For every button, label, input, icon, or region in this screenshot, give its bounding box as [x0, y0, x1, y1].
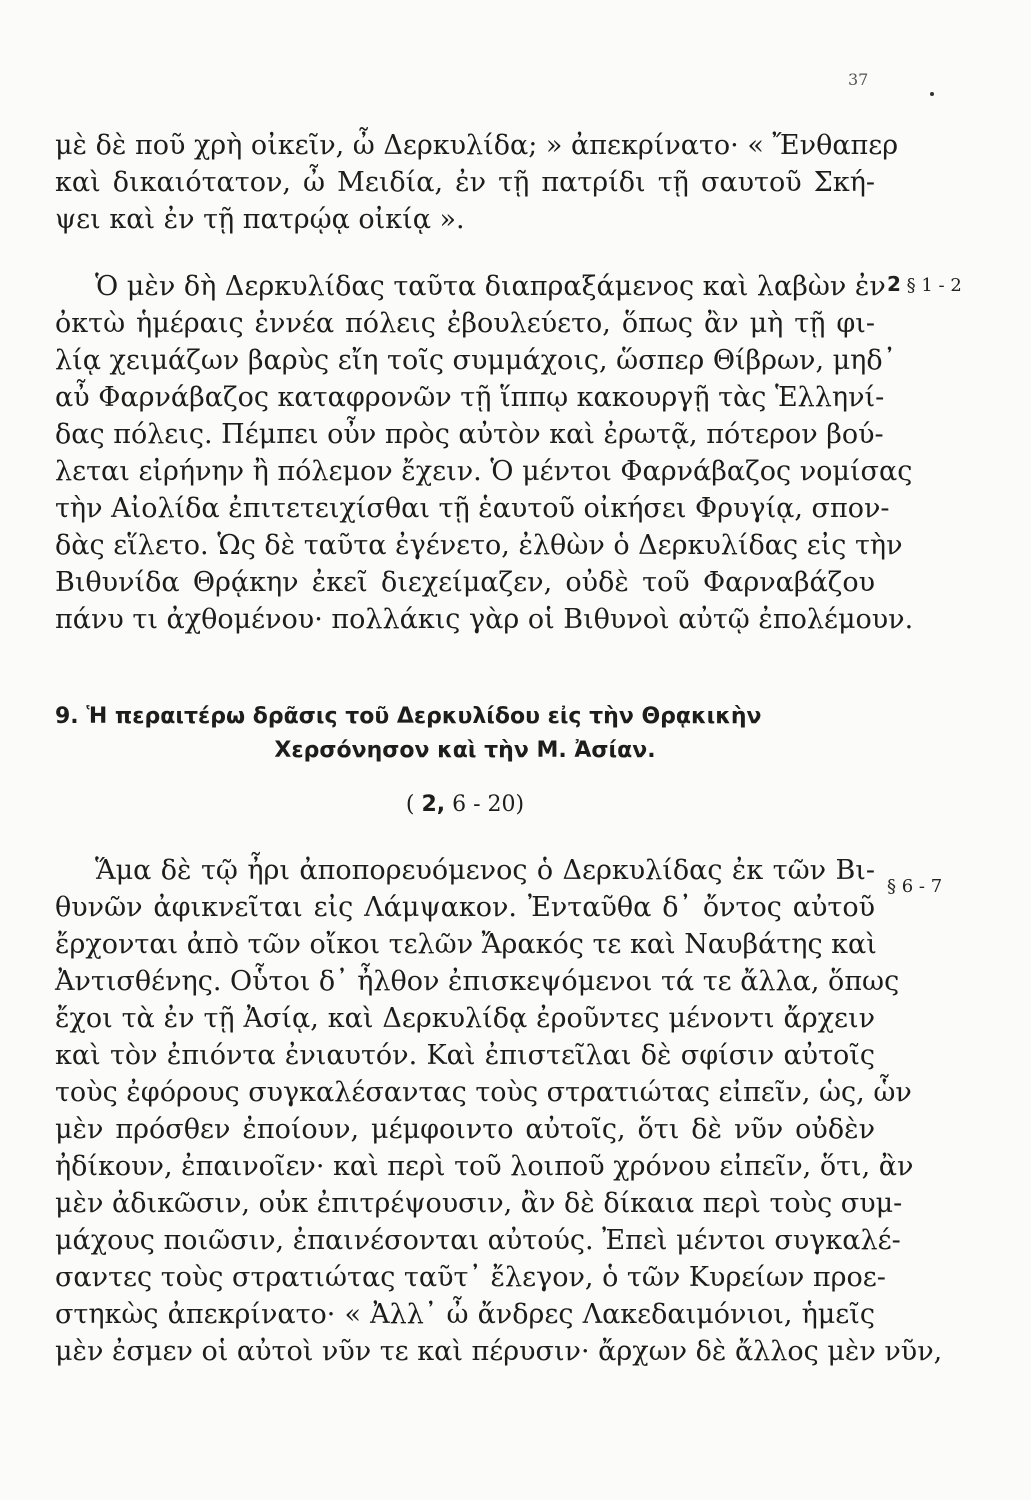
- paragraph-dialogue: [55, 127, 899, 238]
- text-line: τοὺς ἐφόρους συγκαλέσαντας τοὺς στρατιώτας εἰπεῖν, ὡς, ὧν: [55, 1077, 912, 1108]
- ref-range: 6 - 20: [452, 792, 516, 817]
- page-number: 37: [848, 70, 869, 89]
- heading-line: 9. Ἡ περαιτέρω δρᾶσις τοῦ Δερκυλίδου εἰς τὴν Θρᾳκικὴν: [55, 704, 762, 729]
- heading-line: Χερσόνησον καὶ τὴν Μ. Ἀσίαν.: [274, 738, 656, 763]
- text-line: ὀκτὼ ἡμέραις ἐννέα πόλεις ἐβουλεύετο, ὅπως ἂν μὴ τῇ φι-: [55, 308, 875, 339]
- text-line: Ἅμα δὲ τῷ ἦρι ἀποπορευόμενος ὁ Δερκυλίδας ἐκ τῶν Βι-: [95, 855, 875, 886]
- text-line: δὰς εἵλετο. Ὡς δὲ ταῦτα ἐγένετο, ἐλθὼν ὁ Δερκυλίδας εἰς τὴν: [55, 530, 903, 561]
- text-line: στηκὼς ἀπεκρίνατο· « Ἀλλ᾽ ὦ ἄνδρες Λακεδαιμόνιοι, ἡμεῖς: [55, 1299, 875, 1330]
- ink-dot: [930, 92, 934, 96]
- margin-reference: [887, 876, 942, 897]
- text-line: ψει καὶ ἐν τῇ πατρῴᾳ οἰκίᾳ ».: [55, 204, 465, 235]
- ref-paren: (: [405, 792, 415, 817]
- text-line: σαντες τοὺς στρατιώτας ταῦτ᾽ ἔλεγον, ὁ τῶν Κυρείων προε-: [55, 1262, 886, 1293]
- text-line: Ἀντισθένης. Οὗτοι δ᾽ ἦλθον ἐπισκεψόμενοι τά τε ἄλλα, ὅπως: [55, 966, 900, 997]
- text-line: ἔρχονται ἀπὸ τῶν οἴκοι τελῶν Ἄρακός τε καὶ Ναυβάτης καὶ: [55, 929, 877, 960]
- text-line: μὲν πρόσθεν ἐποίουν, μέμφοιντο αὐτοῖς, ὅτι δὲ νῦν οὐδὲν: [55, 1114, 875, 1145]
- section-heading: [55, 700, 875, 768]
- text-line: μάχους ποιῶσιν, ἐπαινέσονται αὐτούς. Ἐπεὶ μέντοι συγκαλέ-: [55, 1225, 901, 1256]
- chapter-number: 2: [887, 272, 901, 296]
- text-line: ἠδίκουν, ἐπαινοῖεν· καὶ περὶ τοῦ λοιποῦ χρόνου εἰπεῖν, ὅτι, ἂν: [55, 1151, 914, 1182]
- margin-reference: [887, 272, 962, 296]
- ref-paren: ): [515, 792, 525, 817]
- text-line: καὶ δικαιότατον, ὦ Μειδία, ἐν τῇ πατρίδι τῇ σαυτοῦ Σκή-: [55, 167, 875, 198]
- text-line: μὲ δὲ ποῦ χρὴ οἰκεῖν, ὦ Δερκυλίδα; » ἀπεκρίνατο· « Ἔνθαπερ: [55, 130, 899, 161]
- ref-book: 2,: [421, 792, 446, 817]
- text-line: λίᾳ χειμάζων βαρὺς εἴη τοῖς συμμάχοις, ὥσπερ Θίβρων, μηδ᾽: [55, 345, 897, 376]
- text-line: ἔχοι τὰ ἐν τῇ Ἀσίᾳ, καὶ Δερκυλίδᾳ ἐροῦντες μένοντι ἄρχειν: [55, 1003, 875, 1034]
- text-line: λεται εἰρήνην ἢ πόλεμον ἔχειν. Ὁ μέντοι Φαρνάβαζος νομίσας: [55, 456, 913, 487]
- text-line: καὶ τὸν ἐπιόντα ἐνιαυτόν. Καὶ ἐπιστεῖλαι δὲ σφίσιν αὐτοῖς: [55, 1040, 875, 1071]
- section-range: § 6 - 7: [887, 876, 943, 897]
- text-line: αὖ Φαρνάβαζος καταφρονῶν τῇ ἵππῳ κακουργῇ τὰς Ἑλληνί-: [55, 382, 885, 413]
- section-range: § 1 - 2: [906, 275, 962, 296]
- text-line: μὲν ἐσμεν οἱ αὐτοὶ νῦν τε καὶ πέρυσιν· ἄρχων δὲ ἄλλος μὲν νῦν,: [55, 1336, 943, 1367]
- text-line: τὴν Αἰολίδα ἐπιτετειχίσθαι τῇ ἑαυτοῦ οἰκήσει Φρυγίᾳ, σπον-: [55, 493, 890, 524]
- text-line: πάνυ τι ἀχθομένου· πολλάκις γὰρ οἱ Βιθυνοὶ αὐτῷ ἐπολέμουν.: [55, 604, 914, 635]
- text-line: θυνῶν ἀφικνεῖται εἰς Λάμψακον. Ἐνταῦθα δ᾽ ὄντος αὐτοῦ: [55, 892, 875, 923]
- paragraph-dercylidas-winter: [55, 268, 914, 638]
- text-line: Βιθυνίδα Θρᾴκην ἐκεῖ διεχείμαζεν, οὐδὲ τοῦ Φαρναβάζου: [55, 567, 875, 598]
- text-line: Ὁ μὲν δὴ Δερκυλίδας ταῦτα διαπραξάμενος καὶ λαβὼν ἐν: [95, 271, 886, 302]
- text-line: δας πόλεις. Πέμπει οὖν πρὸς αὐτὸν καὶ ἐρωτᾷ, πότερον βού-: [55, 419, 884, 450]
- source-reference: [55, 790, 875, 820]
- text-line: μὲν ἀδικῶσιν, οὐκ ἐπιτρέψουσιν, ἂν δὲ δίκαια περὶ τοὺς συμ-: [55, 1188, 903, 1219]
